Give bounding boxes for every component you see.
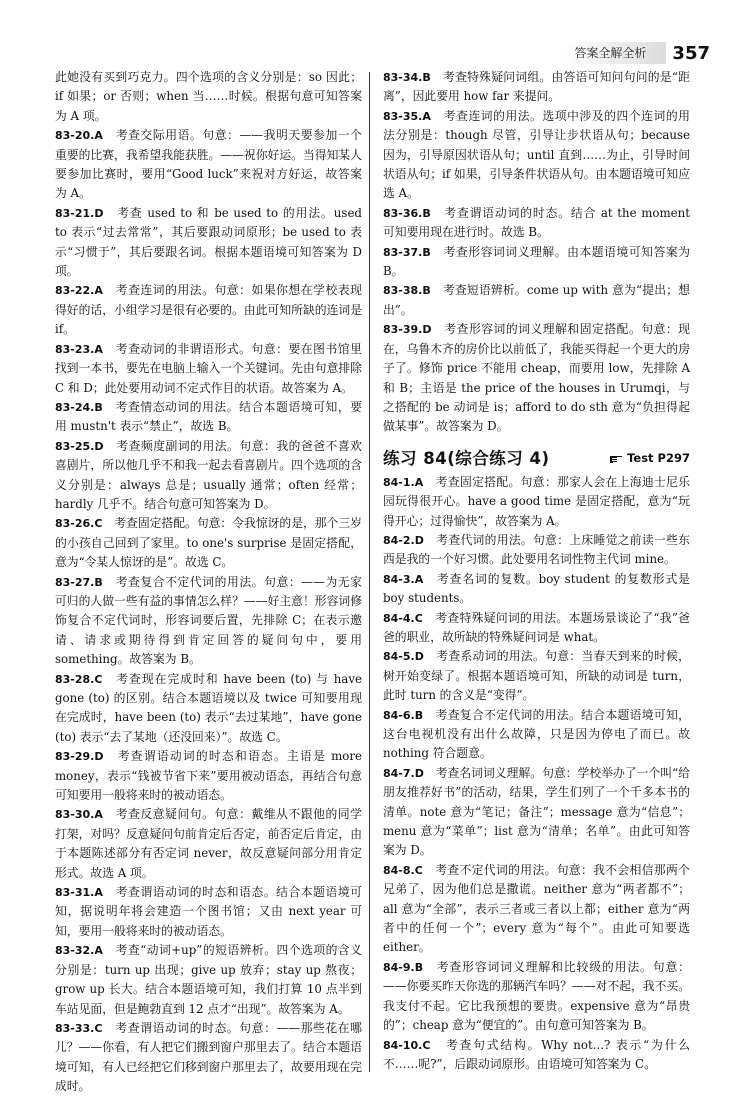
right-column xyxy=(383,68,690,1074)
test-reference-label: Test P297 xyxy=(627,451,690,466)
test-reference xyxy=(609,451,690,465)
answer-entry xyxy=(383,958,690,1036)
answer-number: 84-7.D xyxy=(383,766,424,780)
answer-entry xyxy=(55,747,362,805)
answer-entry xyxy=(55,573,362,670)
answer-number: 84-4.C xyxy=(383,611,423,625)
answer-number: 83-37.B xyxy=(383,245,431,259)
answer-number: 83-20.A xyxy=(55,129,103,143)
answer-entry xyxy=(55,340,362,398)
answer-number: 83-29.D xyxy=(55,750,104,764)
answer-number: 84-3.A xyxy=(383,572,424,586)
answer-number: 83-31.A xyxy=(55,886,103,900)
answer-explanation: 考查“动词+up”的短语辨析。四个选项的含义分别是：turn up 出现；give up 放弃；stay up 熬夜；grow up 长大。结合本题语境可知，我们打算 10 点半到车站见面，但是鲍勃直到 12 点才“出现”。故答案为 A。 xyxy=(55,943,362,1016)
answer-entry xyxy=(383,320,690,436)
answer-explanation: 考查连词的用法。句意：如果你想在学校表现得好的话，小组学习是很有必要的。由此可知所缺的连词是 if。 xyxy=(55,283,362,337)
answer-number: 83-26.C xyxy=(55,517,103,531)
answer-explanation: 考查谓语动词的时态。句意：——那些花在哪儿？——你看，有人把它们搬到窗户那里去了。结合本题语境可知，有人已经把它们移到窗户那里去了，故要用现在完成时。 xyxy=(55,1020,362,1094)
answer-explanation: 考查现在完成时和 have been (to) 与 have gone (to) 的区别。结合本题语境以及 twice 可知要用现在完成时，have been (to) 表示“去过某地”，have gone (to) 表示“去了某地（还没回来）”。故选 C。 xyxy=(55,671,362,744)
answer-number: 84-2.D xyxy=(383,533,424,547)
answer-number: 83-36.B xyxy=(383,206,431,220)
answer-number: 84-6.B xyxy=(383,708,424,722)
answer-entry xyxy=(383,281,690,320)
answer-explanation: 考查名词词义理解。句意：学校举办了一个叫“给朋友推荐好书”的活动，结果，学生们列了一个千多本书的清单。note 意为“笔记；备注”；message 意为“信息”；menu 意为“菜单”；list 意为“清单；名单”。由此可知答案为 D。 xyxy=(383,765,690,858)
answer-entry xyxy=(383,1036,690,1075)
answer-entry xyxy=(383,764,690,861)
answer-entry xyxy=(383,243,690,282)
answer-explanation: 考查交际用语。句意：——我明天要参加一个重要的比赛，我希望我能获胜。——祝你好运。当得知某人要参加比赛时，要用“Good luck”来祝对方好运，故答案为 A。 xyxy=(55,128,362,201)
answer-explanation: 考查谓语动词的时态和语态。结合本题语境可知，据说明年将会建造一个图书馆；又由 next year 可知，要用一般将来时的被动语态。 xyxy=(55,885,362,938)
answer-entry xyxy=(55,805,362,883)
page-header xyxy=(564,38,710,68)
answer-number: 83-30.A xyxy=(55,808,103,822)
answer-entry xyxy=(383,861,690,958)
answer-explanation: 考查固定搭配。句意：令我惊讶的是，那个三岁的小孩自己回到了家里。to one's surprise 是固定搭配，意为“令某人惊讶的是”。故选 C。 xyxy=(55,516,362,570)
answer-entry xyxy=(55,281,362,339)
section-title: 练习 84(综合练习 4) xyxy=(383,448,550,468)
answer-explanation: 考查谓语动词的时态。结合 at the moment 可知要用现在进行时。故选 B。 xyxy=(383,205,690,240)
answer-entry xyxy=(383,609,690,648)
answer-number: 83-28.C xyxy=(55,672,103,686)
answer-explanation: 考查动词的非谓语形式。句意：要在图书馆里找到一本书，要先在电脑上输入一个关键词。先由句意排除 C 和 D；此处要用动词不定式作目的状语。故答案为 A。 xyxy=(55,341,362,395)
answer-number: 83-23.A xyxy=(55,342,103,356)
pointing-hand-icon xyxy=(609,453,623,464)
answer-entry xyxy=(55,398,362,437)
answer-entry xyxy=(383,204,690,243)
answer-explanation: 考查谓语动词的时态和语态。主语是 more money，表示“钱被节省下来”要用被动语态，再结合句意可知要用一般将来时的被动语态。 xyxy=(55,749,362,803)
answer-entry xyxy=(55,941,362,1019)
answer-explanation: 考查 used to 和 be used to 的用法。used to 表示“过去常常”，其后要跟动词原形；be used to 表示“习惯于”，其后要跟名词。根据本题语境可知答案为 D 项。 xyxy=(55,205,362,279)
answer-entry xyxy=(55,670,362,748)
answer-entry xyxy=(383,706,690,764)
answer-explanation: 考查情态动词的用法。结合本题语境可知，要用 mustn't 表示“禁止”，故选 B。 xyxy=(55,399,362,434)
answer-entry xyxy=(383,68,690,107)
column-divider xyxy=(369,72,370,1072)
answer-entry xyxy=(55,883,362,941)
section-heading xyxy=(383,445,690,469)
answer-explanation: 考查形容词词义理解。由本题语境可知答案为 B。 xyxy=(383,244,690,279)
answer-entry xyxy=(55,437,362,515)
answer-explanation: 考查句式结构。Why not...? 表示“为什么不……呢?”，后跟动词原形。由语境可知答案为 C。 xyxy=(383,1037,690,1071)
right-column-bottom xyxy=(383,473,690,1075)
answer-explanation: 考查形容词词义理解和比较级的用法。句意：——你要买昨天你选的那辆汽车吗？——对不起，我不买。我支付不起。它比我预想的要贵。expensive 意为“昂贵的”；cheap 意为“便宜的”。由句意可知答案为 B。 xyxy=(383,959,690,1033)
answer-number: 83-32.A xyxy=(55,944,103,958)
answer-explanation: 此她没有买到巧克力。四个选项的含义分别是：so 因此；if 如果；or 否则；when 当……时候。根据句意可知答案为 A 项。 xyxy=(55,70,362,123)
answer-explanation: 考查复合不定代词的用法。结合本题语境可知，这台电视机没有出什么故障，只是因为停电了而已。故 nothing 符合题意。 xyxy=(383,707,690,761)
answer-number: 83-24.B xyxy=(55,400,103,414)
header-tab-label: 答案全解全析 xyxy=(564,42,666,64)
answer-entry xyxy=(55,514,362,572)
answer-number: 83-39.D xyxy=(383,323,432,337)
answer-number: 84-8.C xyxy=(383,863,423,877)
answer-explanation: 考查连词的用法。选项中涉及的四个连词的用法分别是：though 尽管，引导让步状语从句；because 因为，引导原因状语从句；until 直到……为止，引导时间状语从句；if 如果，引导条件状语从句。由本题语境可知应选 A。 xyxy=(383,108,690,201)
answer-explanation: 考查特殊疑问词组。由答语可知问句问的是“距离”，因此要用 how far 来提问。 xyxy=(383,70,690,104)
answer-explanation: 考查反意疑问句。句意：戴维从不跟他的同学打架，对吗？反意疑问句前肯定后否定，前否定后肯定，由于本题陈述部分有否定词 never，故反意疑问部分用肯定形式。故选 A 项。 xyxy=(55,807,362,880)
answer-number: 83-38.B xyxy=(383,284,431,298)
answer-explanation: 考查短语辨析。come up with 意为“提出；想出”。 xyxy=(383,283,690,317)
answer-number: 84-5.D xyxy=(383,650,424,664)
answer-number: 84-1.A xyxy=(383,475,424,489)
answer-entry xyxy=(383,531,690,570)
answer-entry xyxy=(383,107,690,204)
answer-entry xyxy=(383,570,690,609)
answer-entry xyxy=(55,68,362,126)
answer-number: 83-21.D xyxy=(55,206,104,220)
answer-entry xyxy=(383,473,690,531)
answer-explanation: 考查名词的复数。boy student 的复数形式是 boy students。 xyxy=(383,571,690,606)
left-column xyxy=(55,68,362,1097)
answer-explanation: 考查频度副词的用法。句意：我的爸爸不喜欢喜剧片，所以他几乎不和我一起去看喜剧片。四个选项的含义分别是：always 总是；usually 通常；often 经常；hardly 几乎不。结合句意可知答案为 D。 xyxy=(55,438,362,511)
answer-entry xyxy=(383,647,690,705)
answer-explanation: 考查固定搭配。句意：那家人会在上海迪士尼乐园玩得很开心。have a good time 是固定搭配，意为“玩得开心；过得愉快”，故答案为 A。 xyxy=(383,474,690,528)
answer-number: 83-35.A xyxy=(383,109,431,123)
answer-entry xyxy=(55,126,362,204)
answer-explanation: 考查形容词的词义理解和固定搭配。句意：现在，乌鲁木齐的房价比以前低了，我能买得起一个更大的房子了。修饰 price 不能用 cheap，而要用 low，先排除 A 和 B；主语是 the price of the houses in Urumqi，与之搭配的 be 动词是 is；afford to do sth 意为“负担得起做某事”。故答案为 D。 xyxy=(383,322,690,434)
answer-number: 84-10.C xyxy=(383,1038,431,1052)
answer-number: 83-33.C xyxy=(55,1021,103,1035)
answer-explanation: 考查特殊疑问词的用法。本题场景谈论了“我”爸爸的职业，故所缺的特殊疑问词是 what。 xyxy=(383,610,690,644)
answer-number: 83-25.D xyxy=(55,439,104,453)
answer-explanation: 考查不定代词的用法。句意：我不会相信那两个兄弟了，因为他们总是撒谎。neither 意为“两者都不”；all 意为“全部”，表示三者或三者以上都；either 意为“两者中的任何一个”；every 意为“每个”。由此可知要选 either。 xyxy=(383,862,690,955)
answer-entry xyxy=(55,204,362,282)
page-number: 357 xyxy=(672,42,710,64)
right-column-top xyxy=(383,68,690,437)
answer-number: 83-27.B xyxy=(55,575,103,589)
answer-number: 83-34.B xyxy=(383,71,431,84)
answer-explanation: 考查代词的用法。句意：上床睡觉之前读一些东西是我的一个好习惯。此处要用名词性物主代词 mine。 xyxy=(383,532,690,567)
answer-number: 84-9.B xyxy=(383,960,424,974)
answer-explanation: 考查系动词的用法。句意：当春天到来的时候，树开始变绿了。根据本题语境可知，所缺的动词是 turn，此时 turn 的含义是“变得”。 xyxy=(383,649,690,703)
answer-explanation: 考查复合不定代词的用法。句意：——为无家可归的人做一些有益的事情怎么样？——好主意！形容词修饰复合不定代词时，形容词要后置，先排除 C；在表示邀请、请求或期待得到肯定回答的疑问句中，要用 something。故答案为 B。 xyxy=(55,574,362,667)
answer-entry xyxy=(55,1019,362,1097)
answer-number: 83-22.A xyxy=(55,284,103,298)
